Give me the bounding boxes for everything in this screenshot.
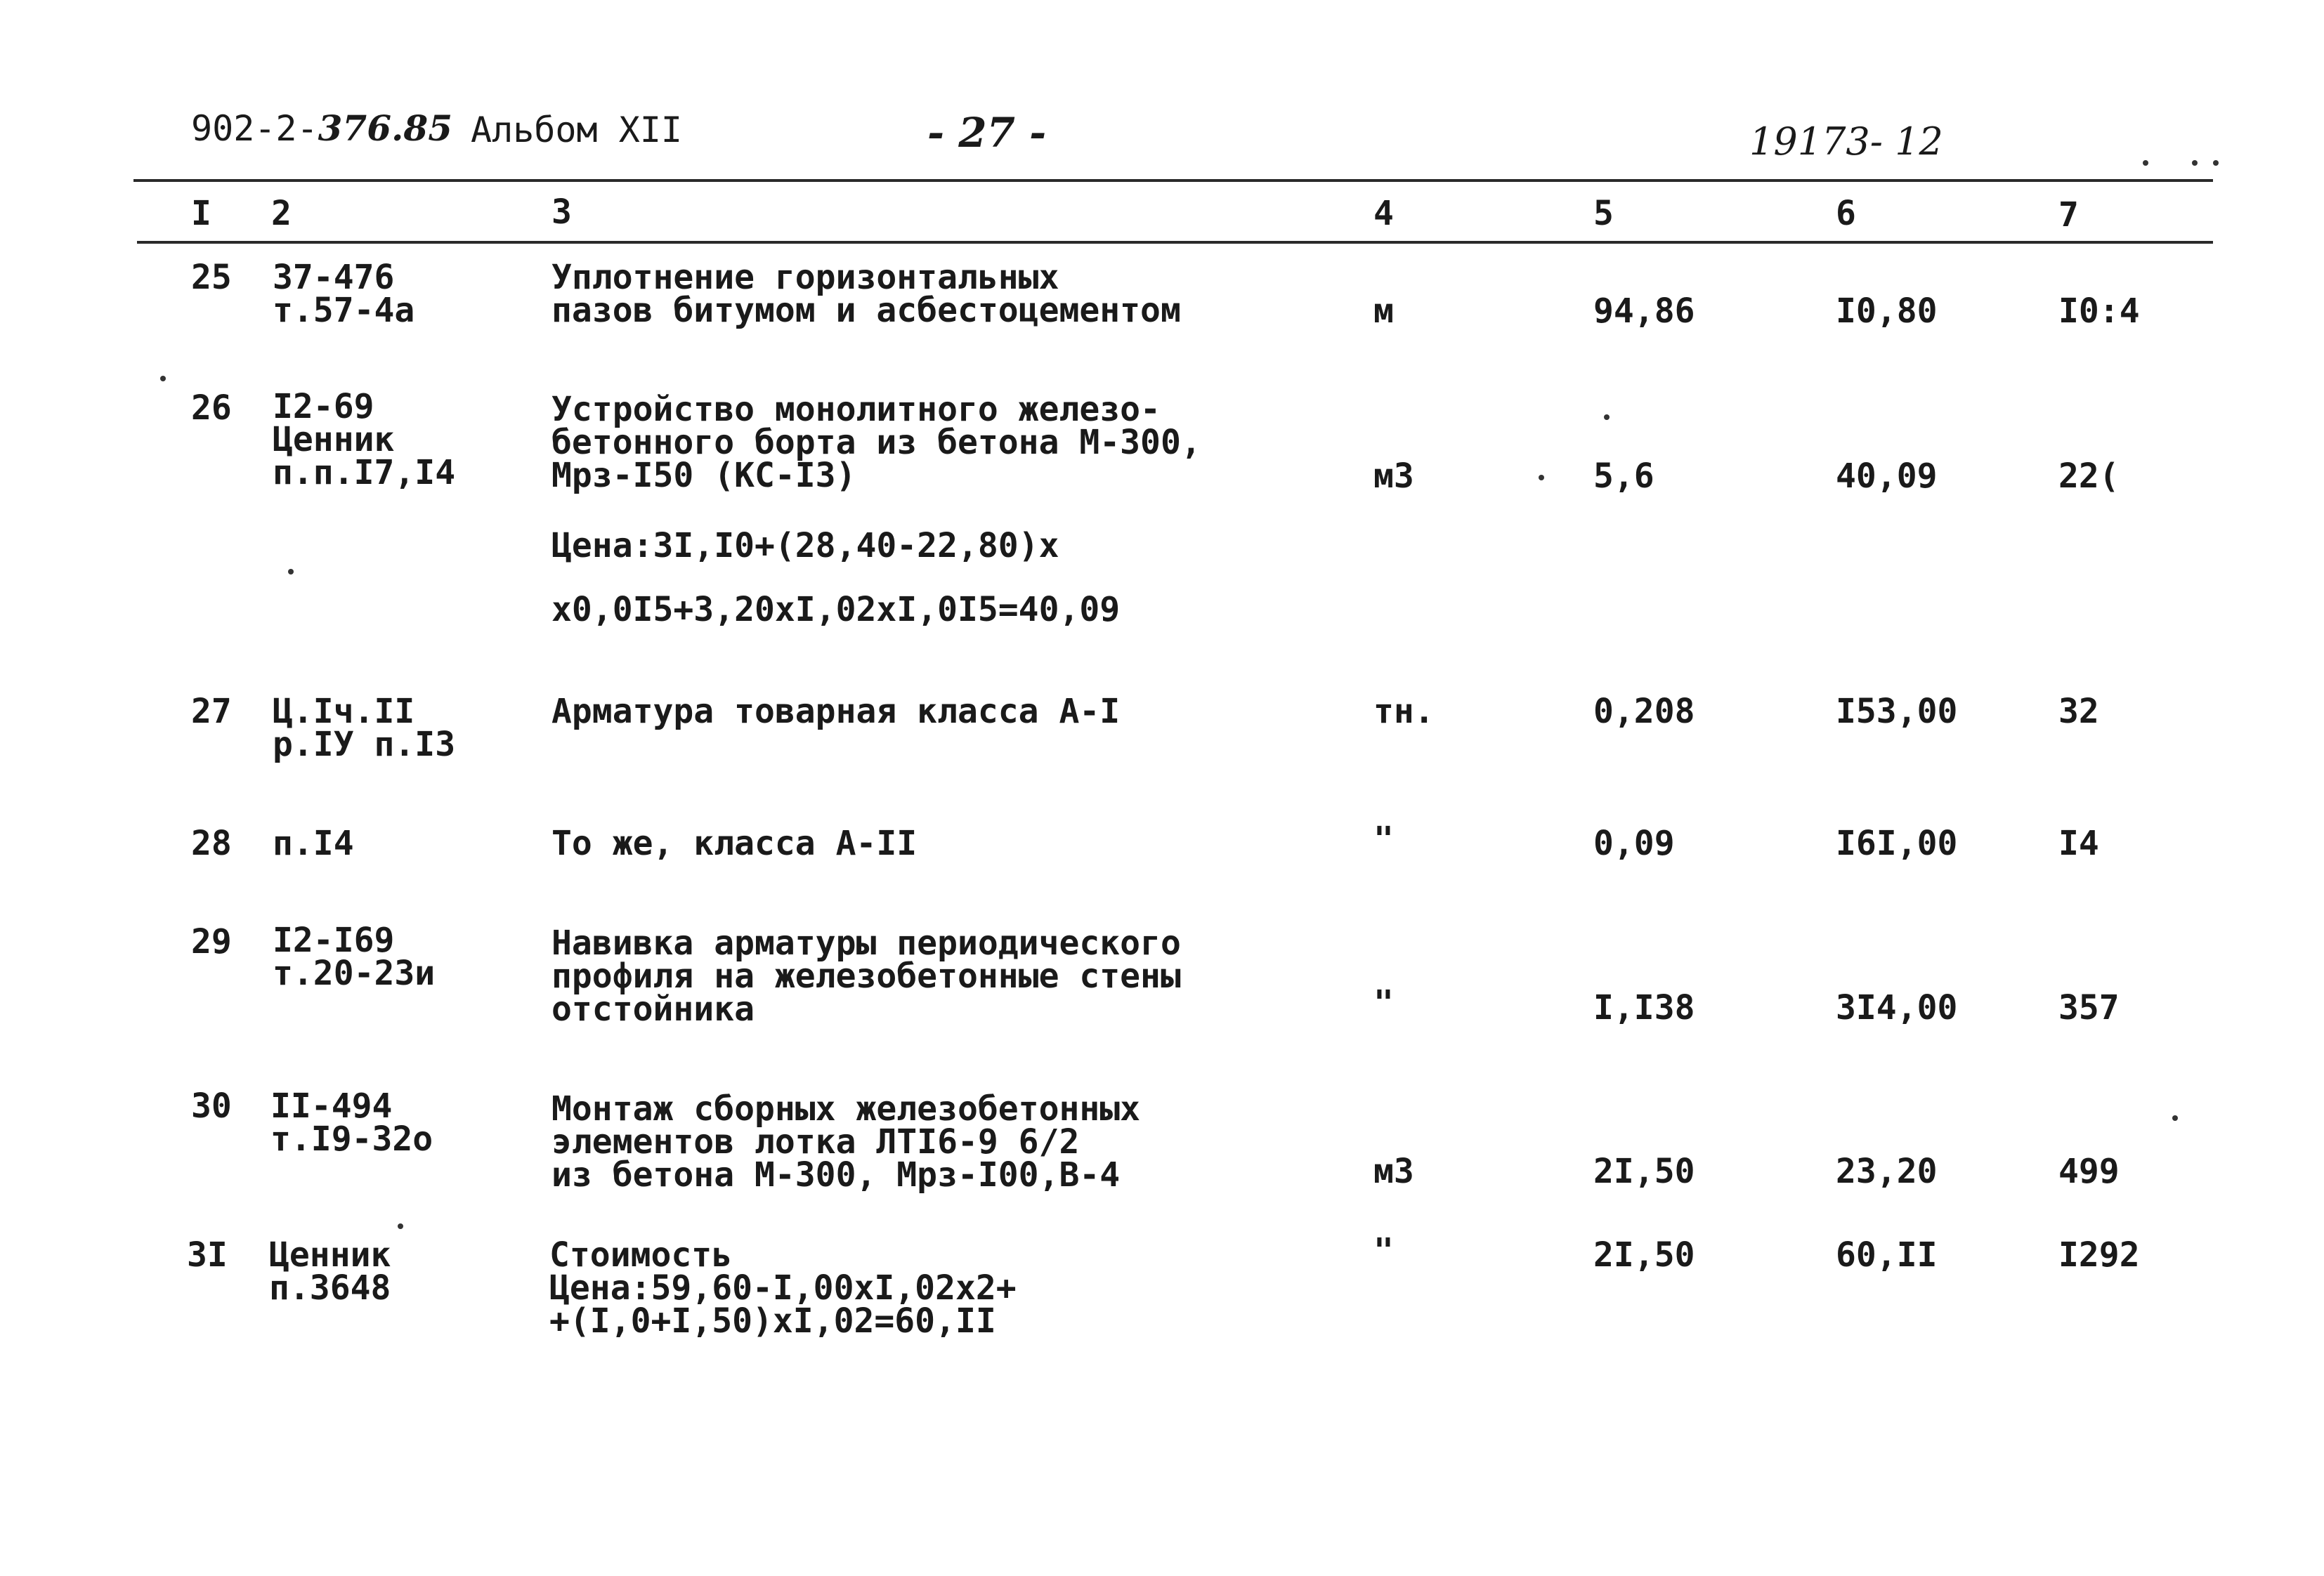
row-26-desc: Устройство монолитного железо- бетонного борта из бетона М-300, Мрз-I50 (КС-I3) (551, 390, 1201, 495)
doc-code-handwritten: 376.85 (318, 107, 452, 149)
row-26-code: I2-69 Ценник п.п.I7,I4 (273, 387, 456, 492)
row-28-qty: 0,09 (1593, 824, 1675, 863)
row-30-total: 499 (2058, 1152, 2120, 1191)
scan-speck (2213, 160, 2219, 166)
row-26-num: 26 (191, 388, 232, 428)
row-31-desc: Стоимость Цена:59,60-I,00xI,02x2+ +(I,0+I,50)xI,02=60,II (549, 1235, 1017, 1341)
scan-speck (398, 1223, 403, 1229)
row-25-qty: 94,86 (1593, 291, 1695, 331)
row-31-qty: 2I,50 (1593, 1235, 1695, 1275)
row-27-code: Ц.Iч.II р.IУ п.I3 (273, 692, 456, 764)
row-27-price: I53,00 (1836, 692, 1958, 731)
col-header-6: 6 (1836, 194, 1856, 233)
row-25-price: I0,80 (1836, 291, 1938, 331)
row-25-desc: Уплотнение горизонтальных пазов битумом и асбестоцементом (551, 258, 1181, 330)
row-27-num: 27 (191, 692, 232, 731)
top-rule (133, 179, 2213, 182)
row-25-unit: м (1373, 291, 1394, 331)
col-header-7: 7 (2058, 195, 2079, 235)
row-30-qty: 2I,50 (1593, 1152, 1695, 1191)
row-30-unit: м3 (1373, 1152, 1414, 1191)
row-30-price: 23,20 (1836, 1152, 1938, 1191)
row-25-total: I0:4 (2058, 291, 2140, 331)
row-31-num: 3I (187, 1235, 228, 1275)
row-30-desc: Монтаж сборных железобетонных элементов лотка ЛТI6-9 6/2 из бетона М-300, Мрз-I00,В-4 (551, 1089, 1141, 1195)
scan-speck (1604, 414, 1610, 420)
row-25-code: 37-476 т.57-4а (273, 258, 415, 330)
page-number: - 27 - (927, 109, 1047, 157)
col-header-1: I (191, 194, 211, 233)
row-28-unit: " (1373, 820, 1394, 859)
row-29-code: I2-I69 т.20-23и (273, 921, 436, 993)
col-header-2: 2 (271, 194, 292, 233)
scan-speck (2172, 1115, 2178, 1121)
row-28-price: I6I,00 (1836, 824, 1958, 863)
scan-speck (1539, 475, 1544, 480)
row-31-total: I292 (2058, 1235, 2140, 1275)
row-29-num: 29 (191, 922, 232, 961)
row-28-num: 28 (191, 824, 232, 863)
row-30-num: 30 (191, 1086, 232, 1126)
ref-number: 19173- 12 (1749, 119, 1943, 164)
row-31-price: 60,II (1836, 1235, 1938, 1275)
row-29-unit: " (1373, 983, 1394, 1023)
row-28-total: I4 (2058, 824, 2099, 863)
row-30-code: II-494 т.I9-32о (270, 1086, 433, 1159)
row-31-unit: " (1373, 1231, 1394, 1270)
row-31-code: Ценник п.3648 (269, 1235, 391, 1308)
row-26-total: 22( (2058, 457, 2120, 496)
row-27-qty: 0,208 (1593, 692, 1695, 731)
col-header-3: 3 (551, 192, 572, 232)
row-28-desc: То же, класса А-II (551, 824, 918, 863)
row-29-price: 3I4,00 (1836, 988, 1958, 1027)
row-27-desc: Арматура товарная класса А-I (551, 692, 1121, 731)
row-26-note-line-2: x0,0I5+3,20xI,02xI,0I5=40,09 (551, 590, 1121, 629)
col-header-4: 4 (1373, 194, 1394, 233)
row-26-unit: м3 (1373, 457, 1414, 496)
row-25-num: 25 (191, 258, 232, 297)
row-26-note-line-1: Цена:3I,I0+(28,40-22,80)x (551, 526, 1059, 565)
album-label: Альбом XII (471, 110, 683, 150)
header-rule (137, 241, 2213, 244)
row-26-price: 40,09 (1836, 457, 1938, 496)
doc-code-prefix: 902-2- (191, 108, 318, 149)
scan-speck (288, 569, 294, 574)
row-29-total: 357 (2058, 988, 2120, 1027)
row-26-qty: 5,6 (1593, 457, 1654, 496)
row-28-code: п.I4 (273, 824, 354, 863)
row-29-qty: I,I38 (1593, 988, 1695, 1027)
row-27-unit: тн. (1373, 692, 1435, 731)
col-header-5: 5 (1593, 194, 1614, 233)
doc-code (191, 107, 452, 149)
row-29-desc: Навивка арматуры периодического профиля на железобетонные стены отстойника (551, 924, 1181, 1029)
scan-speck (2143, 160, 2148, 166)
scan-speck (160, 376, 166, 381)
row-27-total: 32 (2058, 692, 2099, 731)
scan-speck (2192, 160, 2198, 166)
